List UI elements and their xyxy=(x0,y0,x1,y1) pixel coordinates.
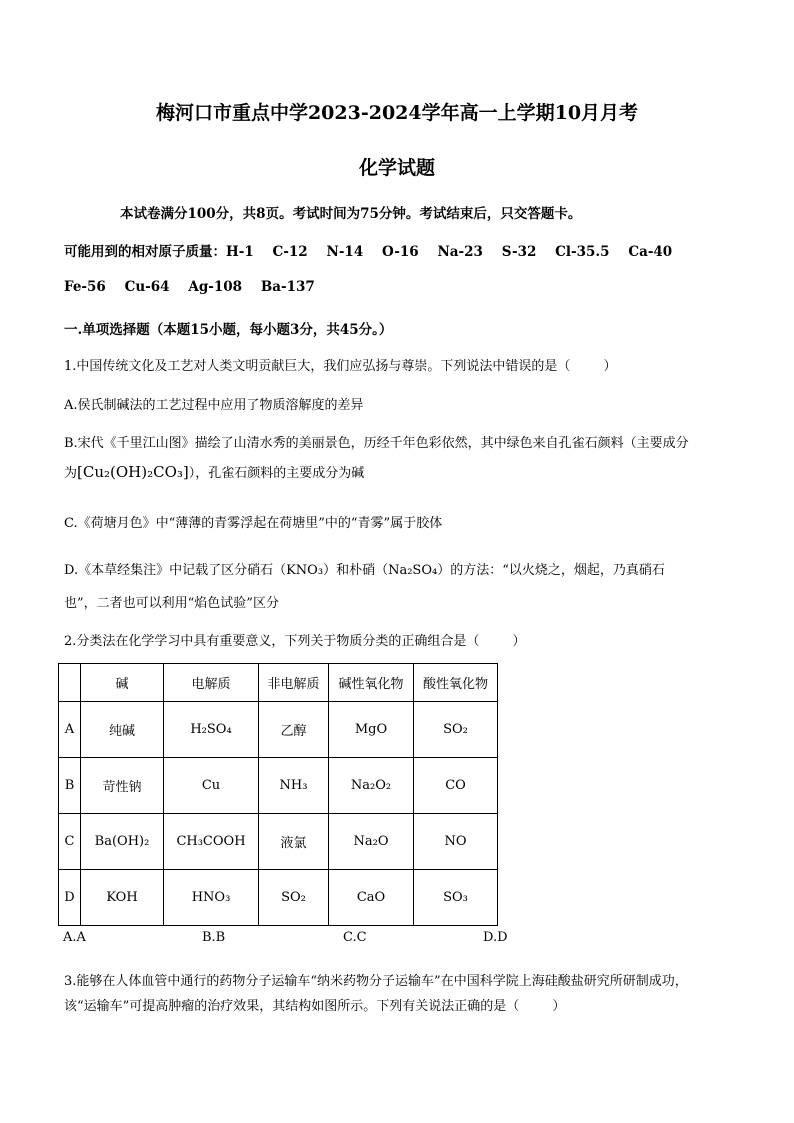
table-cell: 苛性钠 xyxy=(81,758,164,814)
q1-d-part2: ）和朴硝（ xyxy=(323,563,389,578)
q1-option-d-line1 xyxy=(64,559,665,578)
atomic-mass-line-2: Fe-56 Cu-64 Ag-108 Ba-137 xyxy=(64,279,315,295)
q1-option-a: A.侯氏制碱法的工艺过程中应用了物质溶解度的差异 xyxy=(64,398,364,413)
q1-d-part1: D.《本草经集注》中记载了区分硝石（ xyxy=(64,563,287,578)
table-cell: 纯碱 xyxy=(81,702,164,758)
q1-option-c: C.《荷塘月色》中“薄薄的青雾浮起在荷塘里”中的“青雾”属于胶体 xyxy=(64,516,443,531)
table-header-cell: 电解质 xyxy=(164,664,259,702)
table-cell: B xyxy=(59,758,81,814)
malachite-formula: [Cu₂(OH)₂CO₃] xyxy=(77,463,189,481)
q1-option-d-line2: 也”，二者也可以利用“焰色试验”区分 xyxy=(64,596,279,611)
table-cell: KOH xyxy=(81,870,164,926)
table-header-row xyxy=(59,664,498,702)
table-cell: MgO xyxy=(329,702,414,758)
q2-option-b: B.B xyxy=(202,930,226,945)
q2-option-c: C.C xyxy=(343,930,367,945)
table-header-cell: 非电解质 xyxy=(259,664,329,702)
table-header-cell xyxy=(59,664,81,702)
section-heading: 一.单项选择题（本题15小题，每小题3分，共45分。） xyxy=(64,322,393,338)
table-cell: CO xyxy=(414,758,498,814)
table-cell: SO₂ xyxy=(414,702,498,758)
table-header-cell: 碱 xyxy=(81,664,164,702)
q1-stem: 1.中国传统文化及工艺对人类文明贡献巨大，我们应弘扬与尊崇。下列说法中错误的是（ ） xyxy=(64,359,617,374)
q1-d-part3: ）的方法：“以火烧之，烟起，乃真硝石 xyxy=(437,563,665,578)
table-row xyxy=(59,702,498,758)
q1-option-b-line2 xyxy=(64,462,364,481)
table-cell: NH₃ xyxy=(259,758,329,814)
table-cell: Na₂O₂ xyxy=(329,758,414,814)
table-cell: Cu xyxy=(164,758,259,814)
q1-b-prefix: 为 xyxy=(64,466,78,481)
table-cell: SO₂ xyxy=(259,870,329,926)
atomic-mass-line-1: 可能用到的相对原子质量：H-1 C-12 N-14 O-16 Na-23 S-32 Cl-35.5 Ca-40 xyxy=(64,244,673,260)
q2-option-d: D.D xyxy=(483,930,508,945)
q1-b-suffix: ），孔雀石颜料的主要成分为碱 xyxy=(188,466,365,481)
table-cell: CaO xyxy=(329,870,414,926)
table-header-cell: 碱性氧化物 xyxy=(329,664,414,702)
table-cell: NO xyxy=(414,814,498,870)
table-cell: D xyxy=(59,870,81,926)
table-header-cell: 酸性氧化物 xyxy=(414,664,498,702)
q2-options xyxy=(0,930,794,948)
table-cell: SO₃ xyxy=(414,870,498,926)
table-cell: Ba(OH)₂ xyxy=(81,814,164,870)
page-title: 梅河口市重点中学2023-2024学年高一上学期10月月考 xyxy=(155,102,639,124)
classification-table xyxy=(58,663,498,926)
table-cell: Na₂O xyxy=(329,814,414,870)
table-cell: H₂SO₄ xyxy=(164,702,259,758)
table-row xyxy=(59,870,498,926)
q3-stem-line1: 3.能够在人体血管中通行的药物分子运输车“纳米药物分子运输车”在中国科学院上海硅酸盐研究所研制成功， xyxy=(64,974,688,989)
na2so4-formula: Na₂SO₄ xyxy=(388,563,438,578)
exam-notice: 本试卷满分100分，共8页。考试时间为75分钟。考试结束后，只交答题卡。 xyxy=(120,206,582,222)
table-row xyxy=(59,758,498,814)
q2-option-a: A.A xyxy=(63,930,86,945)
table-cell: CH₃COOH xyxy=(164,814,259,870)
table-cell: 乙醇 xyxy=(259,702,329,758)
table-cell: C xyxy=(59,814,81,870)
table-row xyxy=(59,814,498,870)
table-cell: A xyxy=(59,702,81,758)
table-cell: HNO₃ xyxy=(164,870,259,926)
table-cell: 液氯 xyxy=(259,814,329,870)
kno3-formula: KNO₃ xyxy=(286,563,324,578)
q2-stem: 2.分类法在化学学习中具有重要意义，下列关于物质分类的正确组合是（ ） xyxy=(64,634,526,649)
q3-stem-line2: 该“运输车”可提高肿瘤的治疗效果，其结构如图所示。下列有关说法正确的是（ ） xyxy=(64,999,566,1014)
q1-option-b-line1: B.宋代《千里江山图》描绘了山清水秀的美丽景色，历经千年色彩依然，其中绿色来自孔雀石颜料（主要成分 xyxy=(64,436,689,451)
page-subtitle: 化学试题 xyxy=(358,157,435,179)
